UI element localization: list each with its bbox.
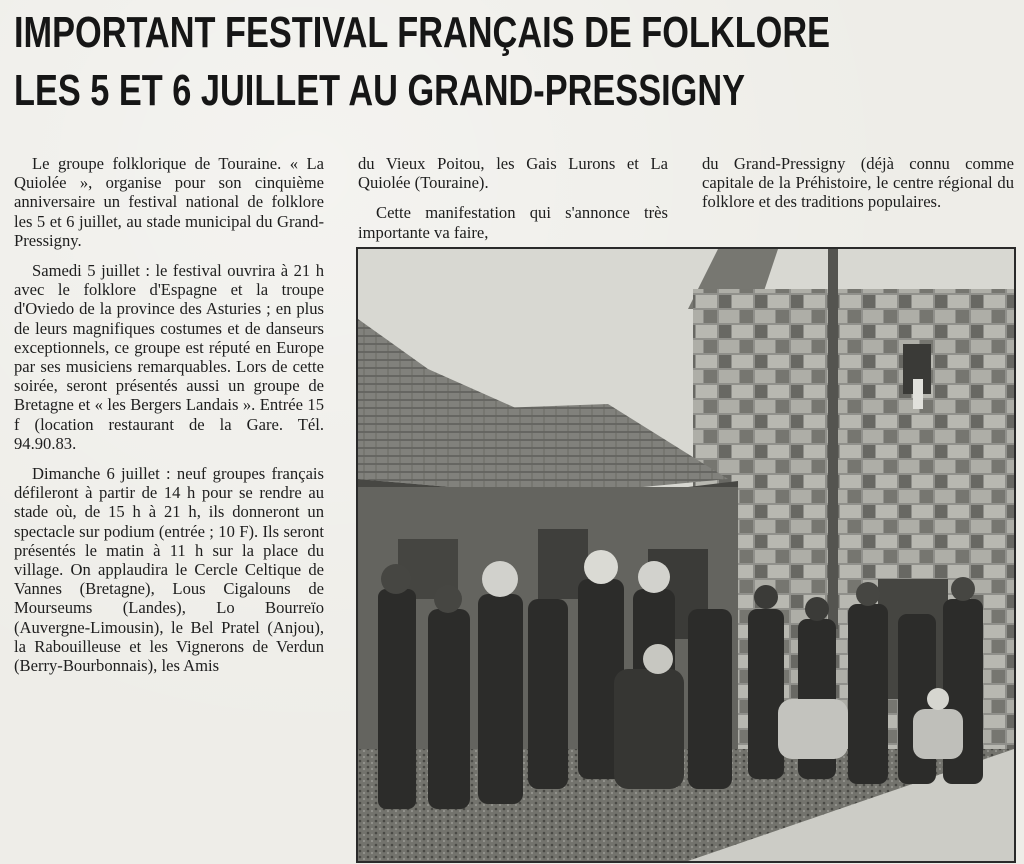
paragraph-intro: Le groupe folklorique de Touraine. « La Quiolée », organise pour son cinquième anniversaire un festival national de folklore les 5 et 6 juillet, au stade municipal du Grand-Pressigny. [14,154,324,250]
photo-illustration [358,249,1014,861]
festival-photo [356,247,1016,863]
headline [14,4,831,120]
paragraph-manifestation: Cette manifestation qui s'annonce très importante va faire, [358,203,668,242]
paragraph-conclusion: du Grand-Pressigny (déjà connu comme capitale de la Préhistoire, le centre régional du folklore et des traditions populaires. [702,154,1014,212]
column-1 [14,154,324,686]
headline-line-1: IMPORTANT FESTIVAL FRANÇAIS DE FOLKLORE [14,8,831,57]
paragraph-continuation: du Vieux Poitou, les Gais Lurons et La Quiolée (Touraine). [358,154,668,193]
column-2 [358,154,668,253]
column-3 [702,154,1014,223]
paragraph-sunday: Dimanche 6 juillet : neuf groupes français défileront à partir de 14 h pour se rendre au stade où, de 15 h à 21 h, ils donneront un spectacle sur podium (entrée ; 10 F). Ils seront présentés le matin à 11 h sur la place du village. On applaudira le Cercle Celtique de Vannes (Bretagne), Lous Cigalouns de Mourseums (Landes), Lo Bourreïo (Auvergne-Limousin), le Bel Pratel (Anjou), la Rabouilleuse et les Vignerons de Verdun (Berry-Bourbonnais), les Amis [14,464,324,676]
paragraph-saturday: Samedi 5 juillet : le festival ouvrira à 21 h avec le folklore d'Espagne et la troupe d'Oviedo de la province des Asturies ; en plus de leurs magnifiques costumes et de danseurs exceptionnels, ce groupe est réputé en Europe par ses musiciens remarquables. Lors de cette soirée, seront présentés aussi un groupe de Bretagne et « les Bergers Landais ». Entrée 15 f (location restaurant de la Gare. Tél. 94.90.83. [14,261,324,453]
headline-line-2: LES 5 ET 6 JUILLET AU GRAND-PRESSIGNY [14,66,745,115]
